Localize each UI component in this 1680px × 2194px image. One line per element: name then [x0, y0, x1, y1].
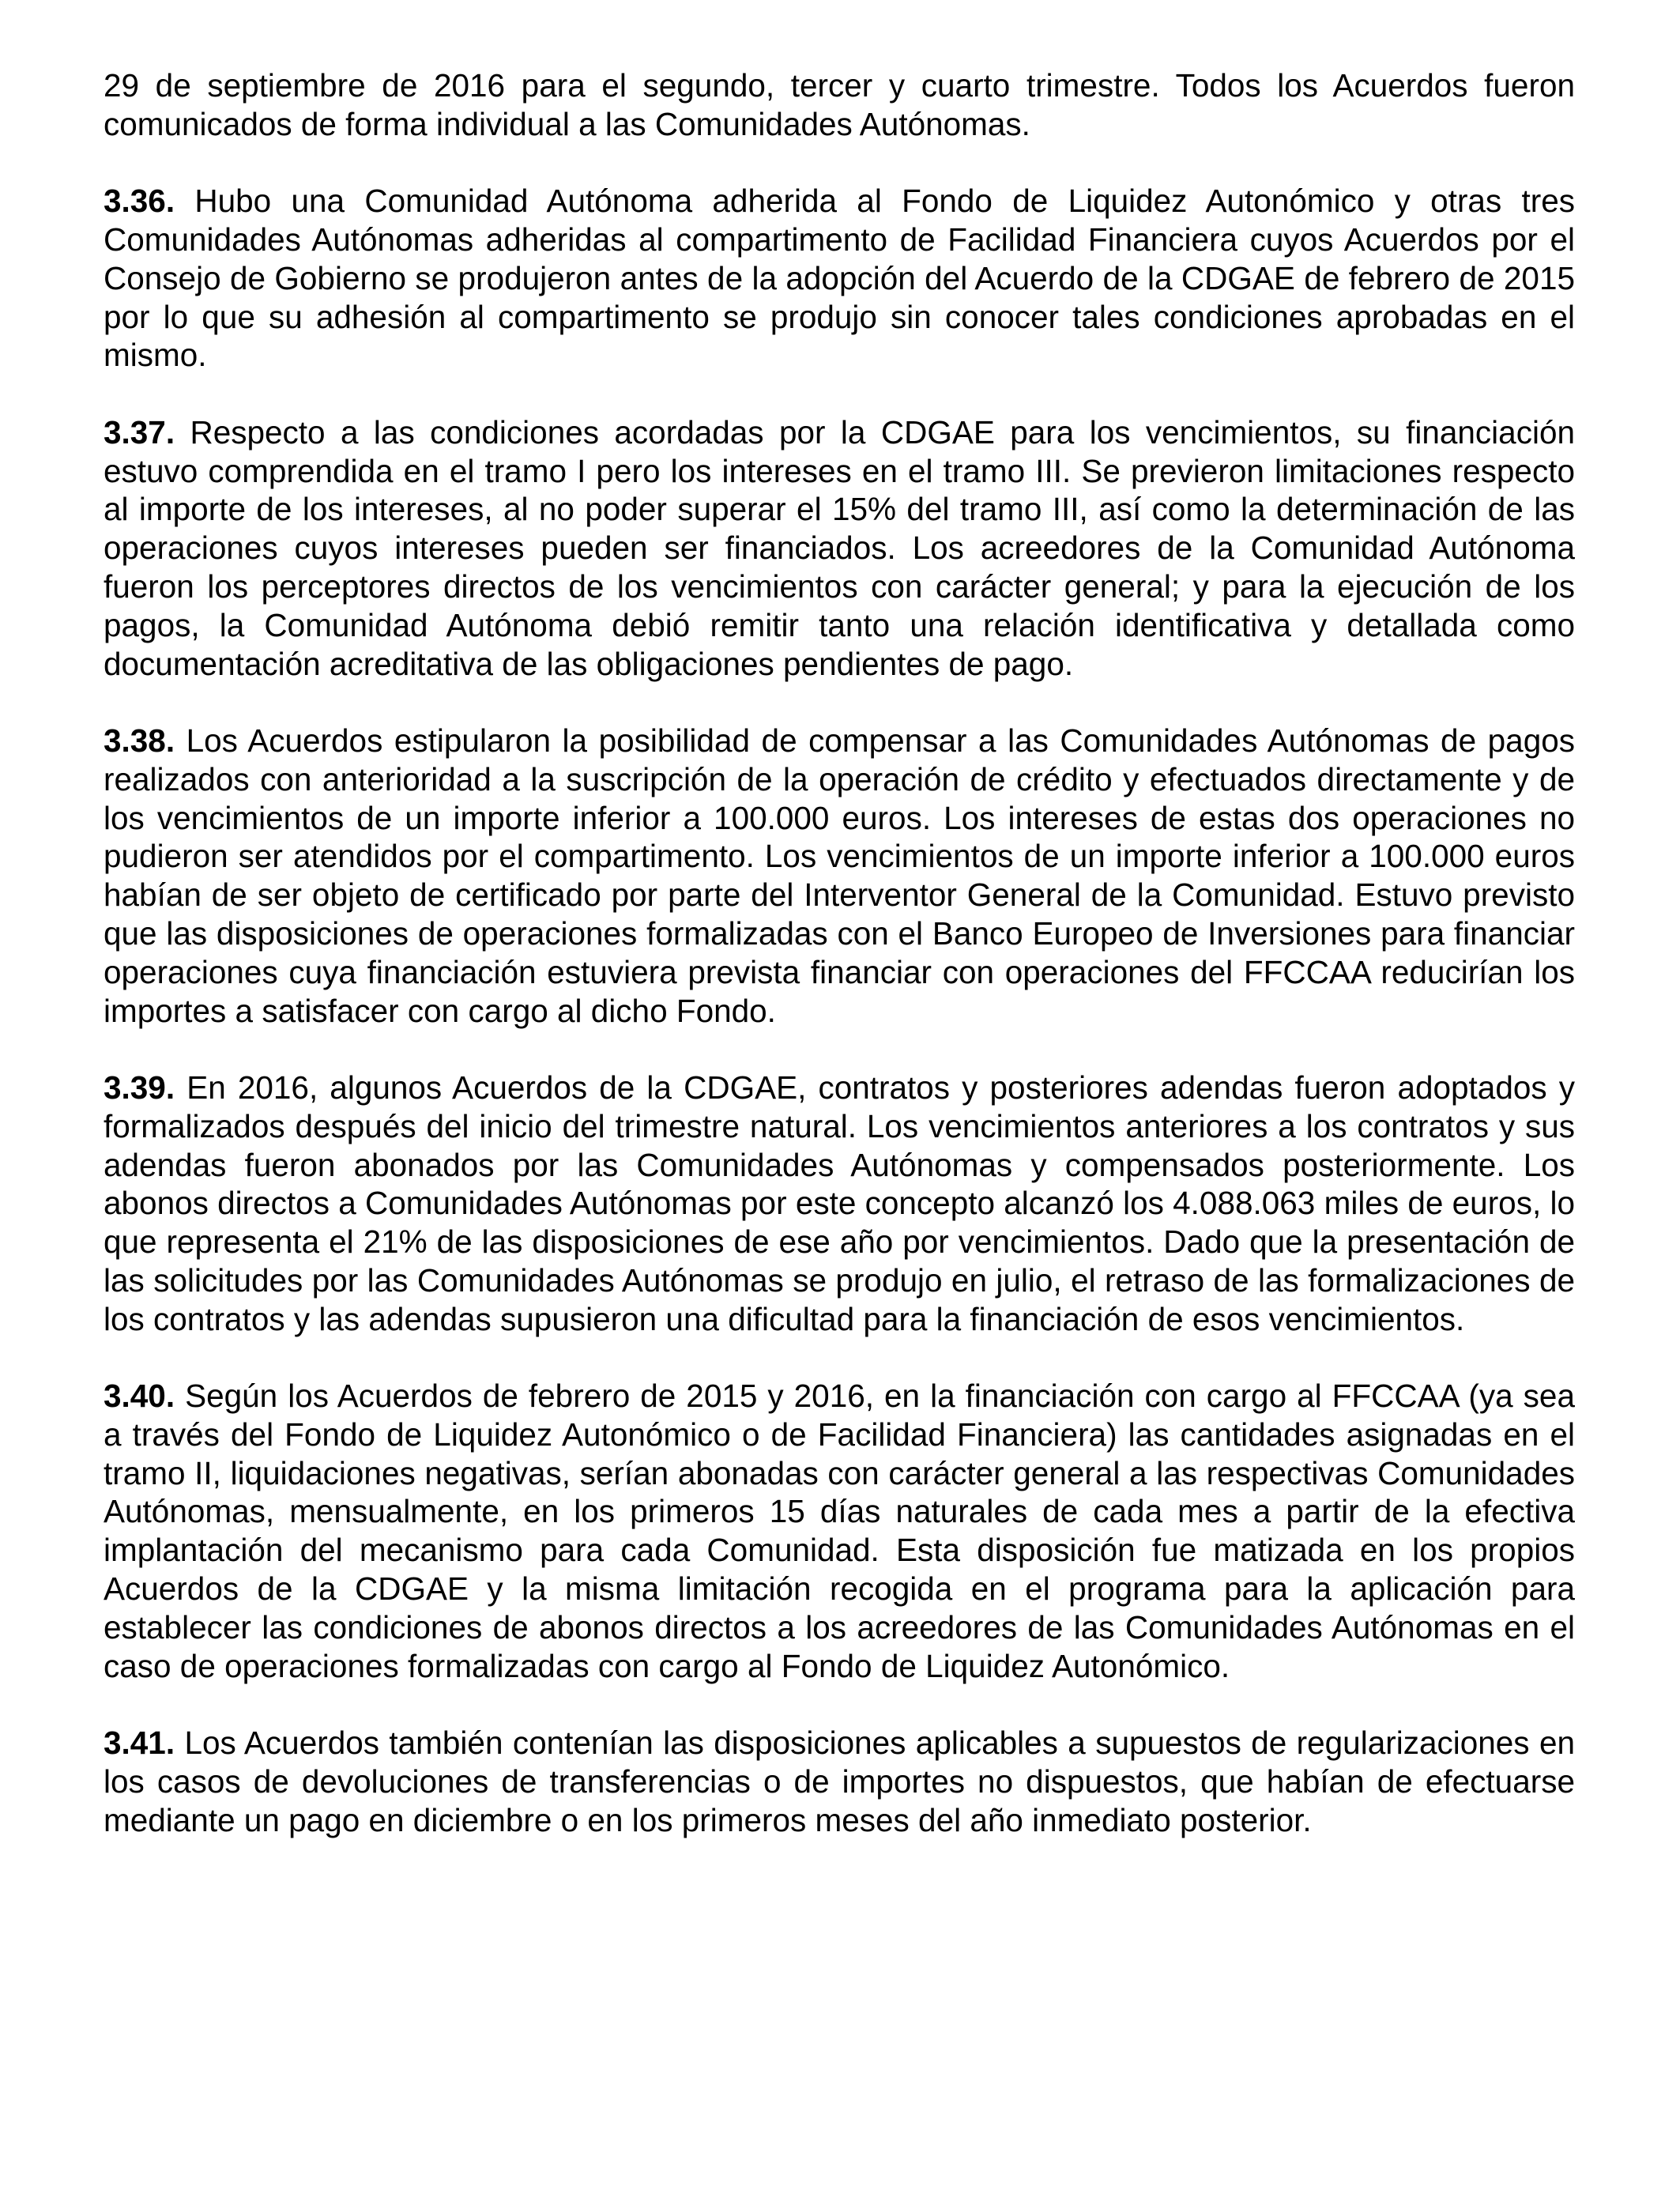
document-page	[104, 66, 1575, 1878]
paragraph-number: 3.36.	[104, 183, 175, 220]
paragraph-continuation	[104, 66, 1575, 144]
paragraph-3-39	[104, 1069, 1575, 1339]
paragraph-text: 29 de septiembre de 2016 para el segundo, tercer y cuarto trimestre. Todos los Acuerdos fueron comunicados de forma individual a las Comunidades Autónomas.	[104, 67, 1575, 142]
paragraph-3-36	[104, 182, 1575, 375]
paragraph-3-40	[104, 1377, 1575, 1685]
paragraph-3-38	[104, 722, 1575, 1030]
paragraph-text: Los Acuerdos estipularon la posibilidad de compensar a las Comunidades Autónomas de pagos realizados con anterioridad a la suscripción de la operación de crédito y efectuados directamente y de los vencimientos de un importe inferior a 100.000 euros. Los intereses de estas dos operaciones no pudieron ser atendidos por el compartimento. Los vencimientos de un importe inferior a 100.000 euros habían de ser objeto de certificado por parte del Interventor General de la Comunidad. Estuvo previsto que las disposiciones de operaciones formalizadas con el Banco Europeo de Inversiones para financiar operaciones cuya financiación estuviera prevista financiar con operaciones del FFCCAA reducirían los importes a satisfacer con cargo al dicho Fondo.	[104, 722, 1575, 1029]
paragraph-text: En 2016, algunos Acuerdos de la CDGAE, contratos y posteriores adendas fueron adoptados y formalizados después del inicio del trimestre natural. Los vencimientos anteriores a los contratos y sus adendas fueron abonados por las Comunidades Autónomas y compensados posteriormente. Los abonos directos a Comunidades Autónomas por este concepto alcanzó los 4.088.063 miles de euros, lo que representa el 21% de las disposiciones de ese año por vencimientos. Dado que la presentación de las solicitudes por las Comunidades Autónomas se produjo en julio, el retraso de las formalizaciones de los contratos y las adendas supusieron una dificultad para la financiación de esos vencimientos.	[104, 1069, 1575, 1337]
paragraph-text: Según los Acuerdos de febrero de 2015 y 2016, en la financiación con cargo al FFCCAA (ya sea a través del Fondo de Liquidez Autonómico o de Facilidad Financiera) las cantidades asignadas en el tramo II, liquidaciones negativas, serían abonadas con carácter general a las respectivas Comunidades Autónomas, mensualmente, en los primeros 15 días naturales de cada mes a partir de la efectiva implantación del mecanismo para cada Comunidad. Esta disposición fue matizada en los propios Acuerdos de la CDGAE y la misma limitación recogida en el programa para la aplicación para establecer las condiciones de abonos directos a los acreedores de las Comunidades Autónomas en el caso de operaciones formalizadas con cargo al Fondo de Liquidez Autonómico.	[104, 1378, 1575, 1684]
paragraph-text: Hubo una Comunidad Autónoma adherida al Fondo de Liquidez Autonómico y otras tres Comunidades Autónomas adheridas al compartimento de Facilidad Financiera cuyos Acuerdos por el Consejo de Gobierno se produjeron antes de la adopción del Acuerdo de la CDGAE de febrero de 2015 por lo que su adhesión al compartimento se produjo sin conocer tales condiciones aprobadas en el mismo.	[104, 183, 1575, 374]
paragraph-number: 3.38.	[104, 722, 175, 759]
paragraph-text: Respecto a las condiciones acordadas por la CDGAE para los vencimientos, su financiación estuvo comprendida en el tramo I pero los intereses en el tramo III. Se previeron limitaciones respecto al importe de los intereses, al no poder superar el 15% del tramo III, así como la determinación de las operaciones cuyos intereses pueden ser financiados. Los acreedores de la Comunidad Autónoma fueron los perceptores directos de los vencimientos con carácter general; y para la ejecución de los pagos, la Comunidad Autónoma debió remitir tanto una relación identificativa y detallada como documentación acreditativa de las obligaciones pendientes de pago.	[104, 413, 1575, 682]
paragraph-number: 3.37.	[104, 413, 175, 450]
paragraph-number: 3.40.	[104, 1378, 175, 1415]
paragraph-number: 3.41.	[104, 1725, 175, 1762]
paragraph-3-41	[104, 1724, 1575, 1839]
paragraph-text: Los Acuerdos también contenían las disposiciones aplicables a supuestos de regularizaciones en los casos de devoluciones de transferencias o de importes no dispuestos, que habían de efectuarse mediante un pago en diciembre o en los primeros meses del año inmediato posterior.	[104, 1725, 1575, 1838]
paragraph-number: 3.39.	[104, 1069, 175, 1106]
paragraph-3-37	[104, 413, 1575, 684]
